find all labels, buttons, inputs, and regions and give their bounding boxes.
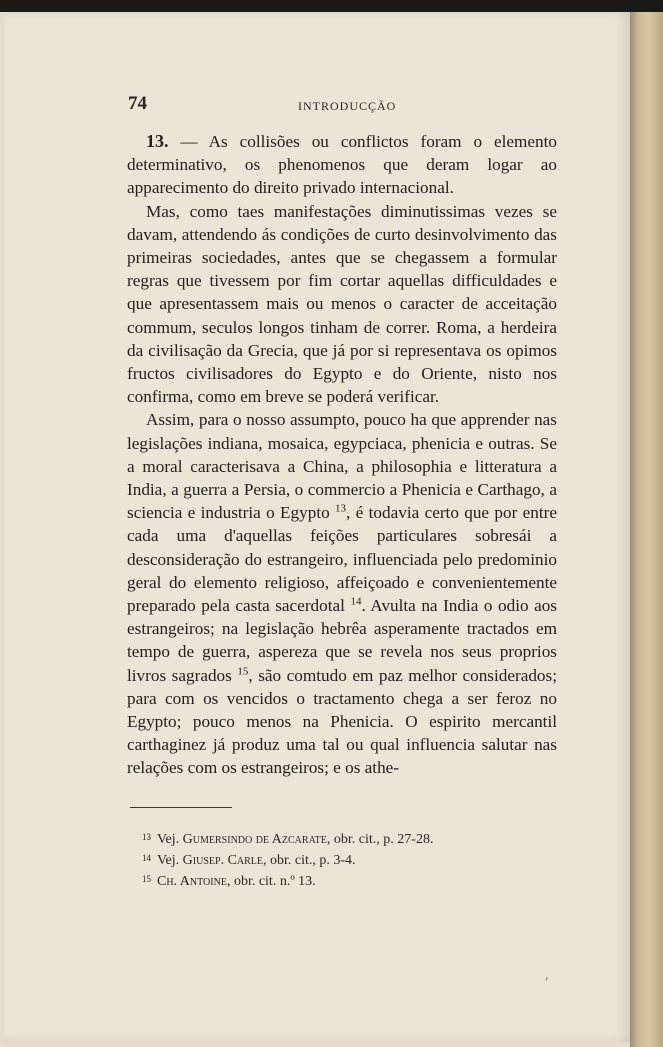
footnote-lead: Vej. [157,832,183,847]
paragraph-text: . Avulta na India o odio aos estrangeiros; na legislação hebrêa asperamente tractados em tempo de guerra, aspereza que se revela nos seus proprios livros sagrados [127,596,557,685]
footnotes [142,828,542,891]
footnote [142,828,542,849]
section-number: 13. [146,131,169,151]
footnote-lead: Vej. [157,853,183,868]
footnote [142,849,542,870]
paragraph [127,200,557,409]
footnote-author: Ch. Antoine [157,874,227,889]
page-speck: , [545,968,549,982]
footnote-separator [130,807,232,808]
footnote-number: 15 [142,874,151,884]
footnote-author: Gumersindo de Azcarate [182,832,327,847]
footnote-citation: , obr. cit. n.º 13. [226,874,316,889]
paragraph-13 [127,130,557,200]
footnote-citation: , obr. cit., p. 27-28. [326,832,434,847]
scan-border-top [0,0,663,12]
paragraph-text: , são comtudo em paz melhor considerados; para com os vencidos o tractamento chega a ser feroz no Egypto; pouco menos na Phenicia. O espirito mercantil carthaginez já produz uma tal ou qual influencia salutar nas relações com os estrangeiros; e os athe- [127,665,557,778]
running-title: INTRODUCÇÃO [298,99,397,113]
footnote-author: Giusep. Carle [182,853,264,868]
footnote-ref: 15 [237,664,249,677]
footnote [142,870,542,891]
footnote-ref: 13 [335,502,347,515]
footnote-ref: 14 [350,595,362,608]
paragraph-text: Assim, para o nosso assumpto, pouco ha que apprender nas legislações indiana, mosaica, egypciaca, phenicia e outras. Se a moral caracterisava a China, a philosophia e litteratura a India, a guerra a Persia, o commercio a Phenicia e Carthago, a sciencia e industria o Egypto [127,410,557,523]
body-text [127,130,557,780]
paragraph [127,408,557,779]
book-edge [630,12,663,1047]
paragraph-text: Mas, como taes manifestações diminutissimas vezes se davam, attendendo ás condições de curto desinvolvimento das primeiras sociedades, antes que se chegassem a formular regras que tivessem por fim cortar aquellas difficuldades e que apresentassem mais ou menos o caracter de acceitação commum, seculos longos tinham de correr. Roma, a herdeira da civilisação da Grecia, que já por si representava os opimos fructos civilisadores do Egypto e do Oriente, nisto nos confirma, como em breve se poderá verificar. [127,201,557,407]
paragraph-text: — As collisões ou conflictos foram o elemento determinativo, os phenomenos que deram logar ao apparecimento do direito privado internacional. [127,132,557,198]
footnote-citation: , obr. cit., p. 3-4. [263,853,356,868]
paragraph-text: , é todavia certo que por entre cada uma d'aquellas feições particulares sobresái a desconsideração do estrangeiro, influenciada pelo predominio geral do elemento religioso, affeiçoado e convenientemente preparado pela casta sacerdotal [127,503,557,616]
footnote-number: 14 [142,853,151,863]
page-header [128,93,558,117]
footnote-number: 13 [142,832,151,842]
page-number: 74 [128,93,147,114]
